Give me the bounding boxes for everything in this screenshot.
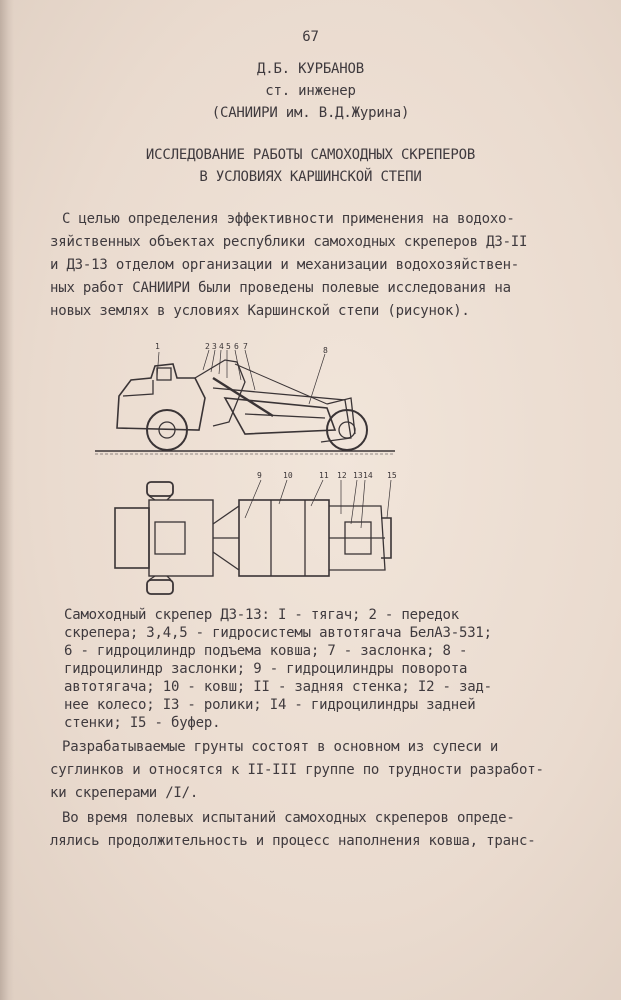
side-label: 4	[219, 342, 224, 351]
paragraph-1-line-5: новых землях в условиях Каршинской степи (рисунок).	[50, 303, 470, 319]
top-label: 10	[283, 471, 293, 480]
paragraph-1-line-2: зяйственных объектах республики самоходных скреперов ДЗ-II	[50, 234, 528, 250]
top-label: 11	[319, 471, 329, 480]
caption-line-3: 6 - гидроцилиндр подъема ковша; 7 - заслонка; 8 -	[64, 643, 468, 659]
caption-line-4: гидроцилиндр заслонки; 9 - гидроцилиндры поворота	[64, 661, 468, 677]
top-label: 13	[353, 471, 363, 480]
article-title-line-1: ИССЛЕДОВАНИЕ РАБОТЫ САМОХОДНЫХ СКРЕПЕРОВ	[145, 147, 476, 163]
page-number: 67	[302, 29, 319, 45]
side-label: 6	[234, 342, 239, 351]
paragraph-3-line-1: Во время полевых испытаний самоходных скреперов опреде-	[62, 810, 515, 826]
side-label: 7	[243, 342, 248, 351]
caption-line-2: скрепера; 3,4,5 - гидросистемы автотягача БелАЗ-531;	[64, 625, 492, 641]
side-label: 3	[212, 342, 217, 351]
top-label: 14	[363, 471, 373, 480]
author-name: Д.Б. КУРБАНОВ	[257, 61, 364, 77]
scraper-drawing	[95, 338, 415, 600]
paragraph-1-line-1: С целью определения эффективности применения на водохо-	[62, 211, 515, 227]
side-label: 1	[155, 342, 160, 351]
caption-line-7: стенки; I5 - буфер.	[64, 715, 221, 731]
paragraph-2-line-1: Разрабатываемые грунты состоят в основном из супеси и	[62, 739, 499, 755]
author-position: ст. инженер	[265, 83, 356, 99]
top-view-labels	[257, 471, 397, 480]
top-label: 15	[387, 471, 397, 480]
caption-line-5: автотягача; 10 - ковш; II - задняя стенка; I2 - зад-	[64, 679, 492, 695]
paragraph-1-line-4: ных работ САНИИРИ были проведены полевые исследования на	[50, 280, 511, 296]
paragraph-2-line-2: суглинков и относятся к II-III группе по трудности разработ-	[50, 762, 544, 778]
paragraph-1-line-3: и ДЗ-13 отделом организации и механизации водохозяйствен-	[50, 257, 520, 273]
paragraph-3-line-2: лялись продолжительность и процесс наполнения ковша, транс-	[50, 833, 536, 849]
author-affiliation: (САНИИРИ им. В.Д.Журина)	[211, 105, 410, 121]
top-label: 12	[337, 471, 347, 480]
side-label: 2	[205, 342, 210, 351]
side-label: 8	[323, 346, 328, 355]
side-view-labels	[155, 342, 328, 355]
caption-line-6: нее колесо; I3 - ролики; I4 - гидроцилиндры задней	[64, 697, 476, 713]
side-label: 5	[226, 342, 231, 351]
top-view	[115, 480, 391, 594]
top-label: 9	[257, 471, 262, 480]
caption-line-1: Самоходный скрепер ДЗ-13: I - тягач; 2 - передок	[64, 607, 459, 623]
side-view	[95, 350, 395, 454]
paragraph-2-line-3: ки скреперами /I/.	[50, 785, 199, 801]
article-title-line-2: В УСЛОВИЯХ КАРШИНСКОЙ СТЕПИ	[199, 169, 422, 185]
